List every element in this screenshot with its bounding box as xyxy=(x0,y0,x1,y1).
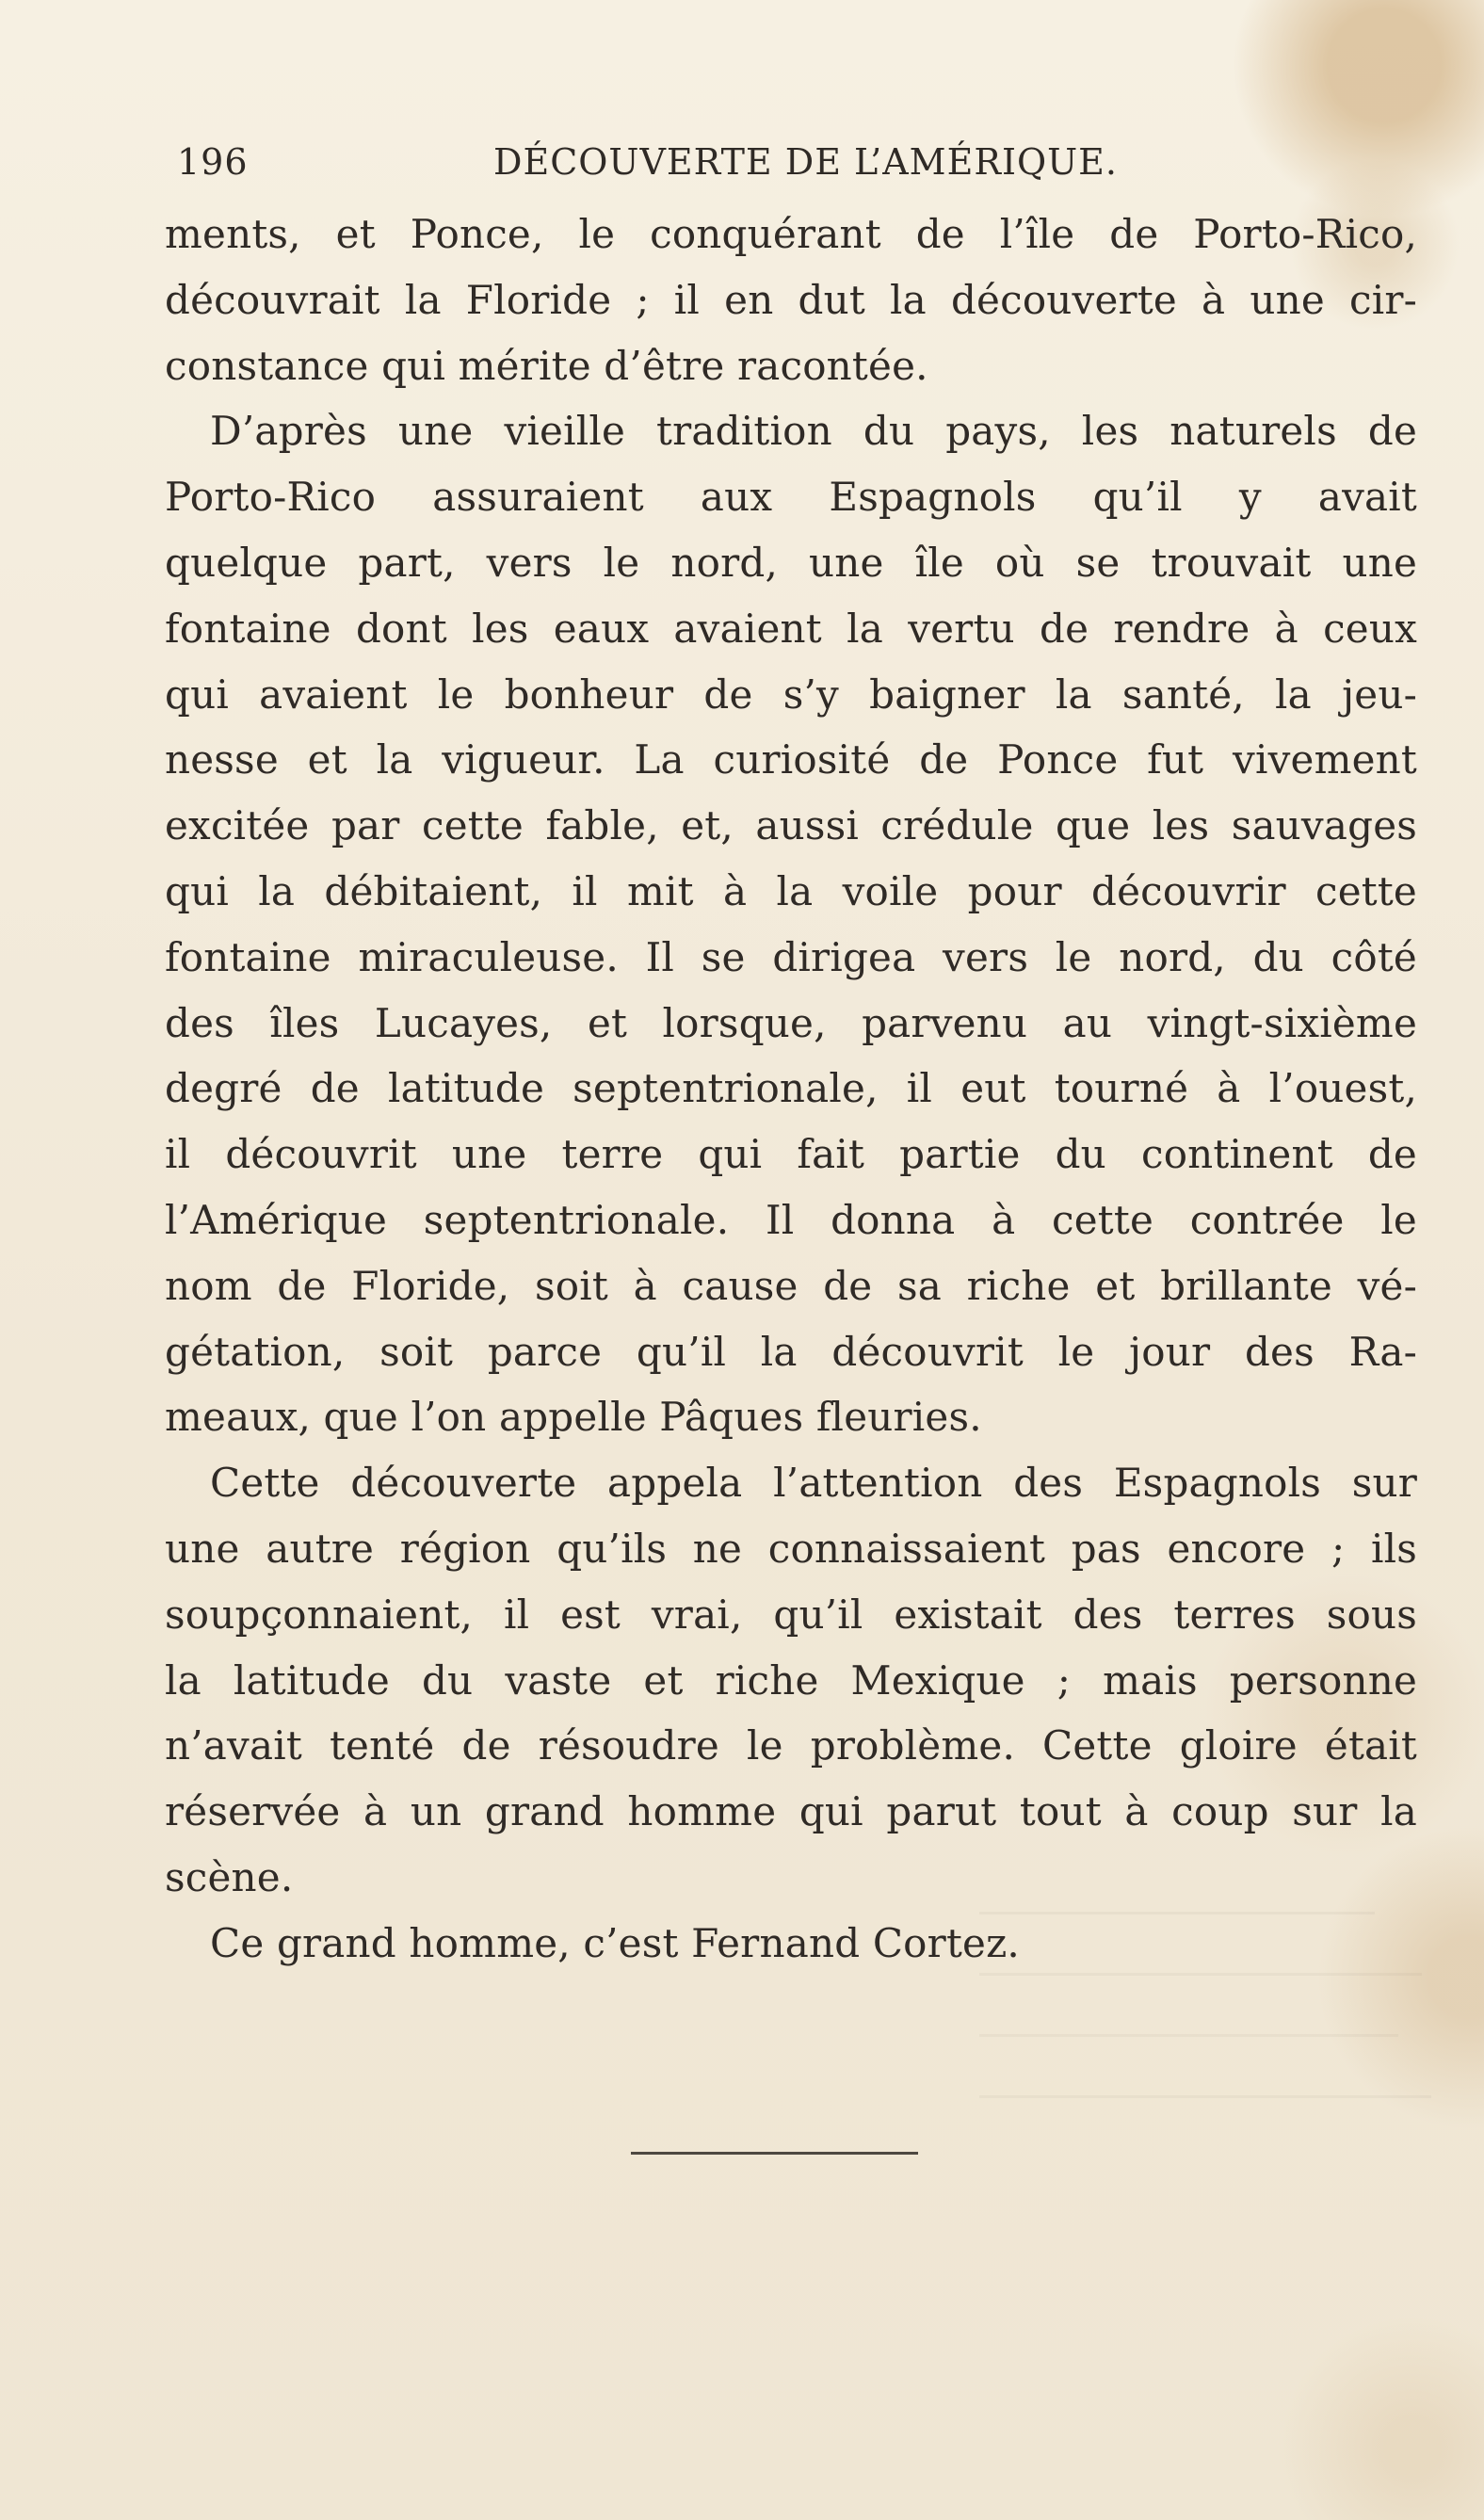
text-line: nom de Floride, soit à cause de sa riche et brillante vé- xyxy=(165,1262,1417,1309)
text-line: qui la débitaient, il mit à la voile pour découvrir cette xyxy=(165,867,1417,914)
end-divider xyxy=(631,2152,918,2155)
text-line: degré de latitude septentrionale, il eut tourné à l’ouest, xyxy=(165,1065,1417,1112)
text-line: Cette découverte appela l’attention des Espagnols sur xyxy=(210,1460,1417,1507)
text-line: D’après une vieille tradition du pays, les naturels de xyxy=(210,408,1417,455)
text-line: fontaine miraculeuse. Il se dirigea vers le nord, du côté xyxy=(165,933,1417,980)
text-line: fontaine dont les eaux avaient la vertu de rendre à ceux xyxy=(165,605,1417,652)
text-line: gétation, soit parce qu’il la découvrit le jour des Ra- xyxy=(165,1328,1417,1375)
text-line: découvrait la Floride ; il en dut la découverte à une cir- xyxy=(165,276,1417,323)
running-title: DÉCOUVERTE DE L’AMÉRIQUE. xyxy=(493,141,1118,183)
text-line: Porto-Rico assuraient aux Espagnols qu’il y avait xyxy=(165,474,1417,521)
text-line: des îles Lucayes, et lorsque, parvenu au vingt-sixième xyxy=(165,999,1417,1046)
page-header xyxy=(177,138,1420,186)
main-text xyxy=(165,202,1417,1977)
text-line: meaux, que l’on appelle Pâques fleuries. xyxy=(165,1394,982,1441)
text-line: constance qui mérite d’être racontée. xyxy=(165,342,928,389)
text-line: quelque part, vers le nord, une île où se trouvait une xyxy=(165,539,1417,586)
text-line: l’Amérique septentrionale. Il donna à cette contrée le xyxy=(165,1196,1417,1243)
text-line: la latitude du vaste et riche Mexique ; mais personne xyxy=(165,1656,1417,1704)
text-line: Ce grand homme, c’est Fernand Cortez. xyxy=(210,1919,1020,1966)
page-number: 196 xyxy=(177,141,249,183)
text-line: ments, et Ponce, le conquérant de l’île de Porto-Rico, xyxy=(165,211,1417,257)
text-line: scène. xyxy=(165,1853,294,1900)
text-line: n’avait tenté de résoudre le problème. Cette gloire était xyxy=(165,1722,1417,1769)
text-line: il découvrit une terre qui fait partie du continent de xyxy=(165,1131,1417,1178)
text-line: qui avaient le bonheur de s’y baigner la santé, la jeu- xyxy=(165,670,1417,718)
text-line: soupçonnaient, il est vrai, qu’il existait des terres sous xyxy=(165,1591,1417,1638)
text-line: nesse et la vigueur. La curiosité de Ponce fut vivement xyxy=(165,736,1417,783)
text-line: excitée par cette fable, et, aussi crédule que les sauvages xyxy=(165,802,1417,849)
text-line: une autre région qu’ils ne connaissaient pas encore ; ils xyxy=(165,1525,1417,1572)
text-line: réservée à un grand homme qui parut tout à coup sur la xyxy=(165,1788,1417,1835)
